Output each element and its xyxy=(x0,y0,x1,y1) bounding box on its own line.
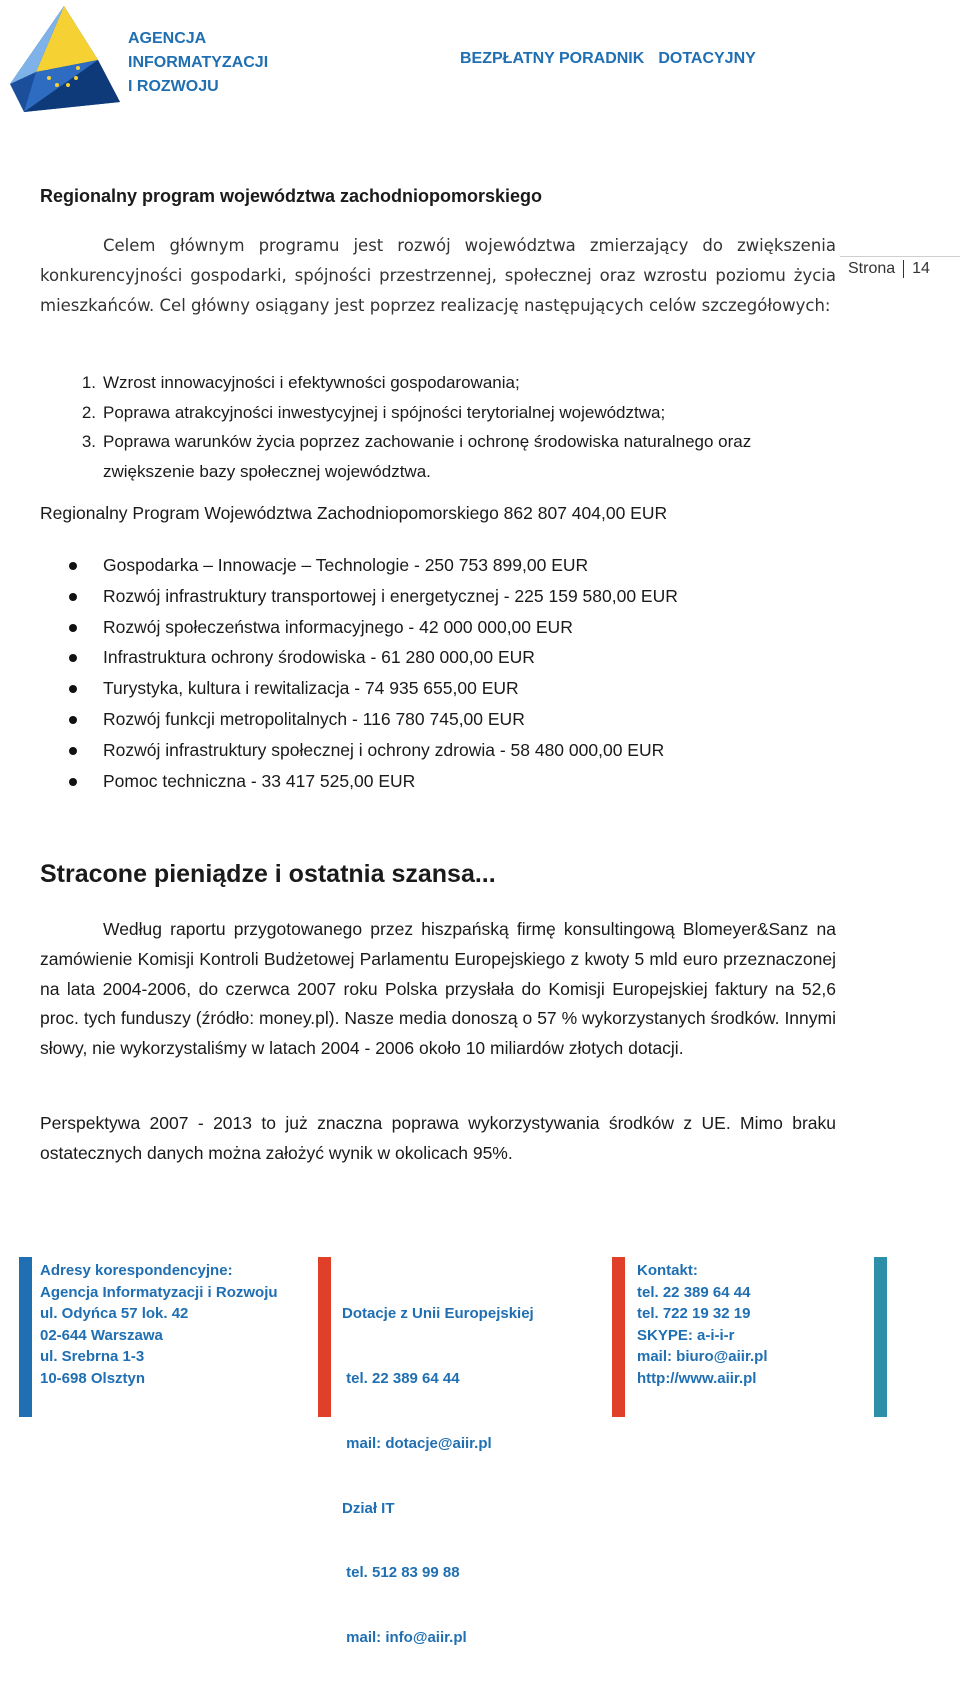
footer-line: 02-644 Warszawa xyxy=(40,1326,163,1344)
list-number: 3. xyxy=(81,432,96,451)
footer-line: mail: dotacje@aiir.pl xyxy=(342,1434,492,1452)
footer-line: ul. Srebrna 1-3 xyxy=(40,1348,145,1366)
bullet-icon xyxy=(69,685,77,693)
program-total: Regionalny Program Województwa Zachodniopomorskiego 862 807 404,00 EUR xyxy=(40,503,668,523)
footer-line: mail: info@aiir.pl xyxy=(342,1629,467,1647)
bullet-icon xyxy=(69,593,77,601)
tagline-part: DOTACYJNY xyxy=(658,50,756,67)
list-text: Pomoc techniczna - 33 417 525,00 EUR xyxy=(103,770,416,791)
agency-logo xyxy=(2,2,122,117)
footer-line: SKYPE: a-i-i-r xyxy=(637,1326,735,1344)
footer-line: Dotacje z Unii Europejskiej xyxy=(342,1305,534,1323)
list-text: Rozwój infrastruktury transportowej i energetycznej - 225 159 580,00 EUR xyxy=(103,585,678,606)
list-item xyxy=(40,766,836,797)
list-item xyxy=(40,398,836,428)
footer-line: Agencja Informatyzacji i Rozwoju xyxy=(40,1283,278,1301)
list-text: Infrastruktura ochrony środowiska - 61 280 000,00 EUR xyxy=(103,647,535,668)
list-item xyxy=(40,673,836,704)
list-item xyxy=(40,368,836,398)
footer-bar xyxy=(612,1257,625,1417)
article-paragraph: Według raportu przygotowanego przez hiszpańską firmę konsultingową Blomeyer&Sanz na zamówienie Komisji Kontroli Budżetowej Parlamentu Europejskiego z kwoty 5 mld euro przeznaczonej na lata 2004-2006, do czerwca 2007 roku Polska przysłała do Komisji Europejskiej faktury na 52,6 proc. tych funduszy (źródło: money.pl). Nasze media donoszą o 57 % wykorzystanych środków. Innymi słowy, nie wykorzystaliśmy w latach 2004 - 2006 około 10 miliardów złotych dotacji. xyxy=(40,919,836,1059)
list-text: Rozwój funkcji metropolitalnych - 116 780 745,00 EUR xyxy=(103,708,525,729)
list-item xyxy=(40,642,836,673)
footer-bar xyxy=(874,1257,887,1417)
footer-line: mail: biuro@aiir.pl xyxy=(637,1348,768,1366)
agency-line: INFORMATYZACJI xyxy=(128,54,269,71)
footer-contact-column xyxy=(637,1260,767,1390)
agency-name xyxy=(128,27,268,99)
footer-line: Adresy korespondencyjne: xyxy=(40,1262,233,1279)
list-text: Gospodarka – Innowacje – Technologie - 250 753 899,00 EUR xyxy=(103,555,589,575)
page-divider xyxy=(840,256,960,257)
list-text: Rozwój infrastruktury społecznej i ochrony zdrowia - 58 480 000,00 EUR xyxy=(103,739,665,760)
list-item xyxy=(40,427,836,486)
list-item xyxy=(40,735,836,766)
list-number: 2. xyxy=(81,402,96,422)
list-item xyxy=(40,704,836,735)
footer-line: Dział IT xyxy=(342,1499,395,1517)
footer-line[interactable]: http://www.aiir.pl xyxy=(637,1369,757,1387)
footer-line: tel. 722 19 32 19 xyxy=(637,1305,751,1323)
bullet-icon xyxy=(69,654,77,662)
header-tagline xyxy=(460,50,756,68)
tagline-part: BEZPŁATNY PORADNIK xyxy=(460,50,645,67)
intro-paragraph: Celem głównym programu jest rozwój województwa zmierzający do zwiększenia konkurencyjności gospodarki, spójności przestrzennej, społecznej oraz wzrostu poziomu życia mieszkańców. Cel główny osiągany jest poprzez realizację następujących celów szczegółowych: xyxy=(40,236,836,315)
list-text: Poprawa warunków życia poprzez zachowanie i ochronę środowiska naturalnego oraz zwiększenie bazy społecznej województwa. xyxy=(103,432,752,481)
footer-line: 10-698 Olsztyn xyxy=(40,1369,146,1387)
priorities-list xyxy=(40,550,836,796)
article-paragraph: Perspektywa 2007 - 2013 to już znaczna poprawa wykorzystywania środków z UE. Mimo braku ostatecznych danych można założyć wynik w okolicach 95%. xyxy=(40,1113,836,1163)
list-number: 1. xyxy=(81,373,96,392)
list-text: Poprawa atrakcyjności inwestycyjnej i spójności terytorialnej województwa; xyxy=(103,402,666,422)
bullet-icon xyxy=(69,716,77,724)
page-label: Strona xyxy=(848,260,896,278)
footer-line: tel. 512 83 99 88 xyxy=(342,1564,460,1582)
footer-line: Kontakt: xyxy=(637,1262,698,1279)
footer-line: tel. 22 389 64 44 xyxy=(637,1283,751,1301)
bullet-icon xyxy=(69,562,77,570)
list-item xyxy=(40,612,836,643)
article-heading: Stracone pieniądze i ostatnia szansa... xyxy=(40,860,496,888)
list-text: Wzrost innowacyjności i efektywności gospodarowania; xyxy=(103,373,520,392)
list-item xyxy=(40,550,836,581)
footer-grants-column xyxy=(342,1260,534,1692)
bullet-icon xyxy=(69,747,77,755)
agency-line: AGENCJA xyxy=(128,30,207,47)
bullet-icon xyxy=(69,624,77,632)
footer-address-column xyxy=(40,1260,278,1390)
list-text: Turystyka, kultura i rewitalizacja - 74 935 655,00 EUR xyxy=(103,678,519,699)
bullet-icon xyxy=(69,778,77,786)
footer-bar xyxy=(19,1257,32,1417)
footer-line: tel. 22 389 64 44 xyxy=(342,1369,460,1387)
list-item xyxy=(40,581,836,612)
footer-line: ul. Odyńca 57 lok. 42 xyxy=(40,1305,189,1323)
objectives-list xyxy=(40,368,836,486)
page-number-value: 14 xyxy=(912,260,930,278)
page-number xyxy=(848,260,930,278)
agency-line: I ROZWOJU xyxy=(128,78,219,95)
footer xyxy=(0,1257,960,1647)
footer-bar xyxy=(318,1257,331,1417)
list-text: Rozwój społeczeństwa informacyjnego - 42 000 000,00 EUR xyxy=(103,616,573,637)
section-heading: Regionalny program województwa zachodniopomorskiego xyxy=(40,186,543,206)
page-separator xyxy=(903,260,904,278)
